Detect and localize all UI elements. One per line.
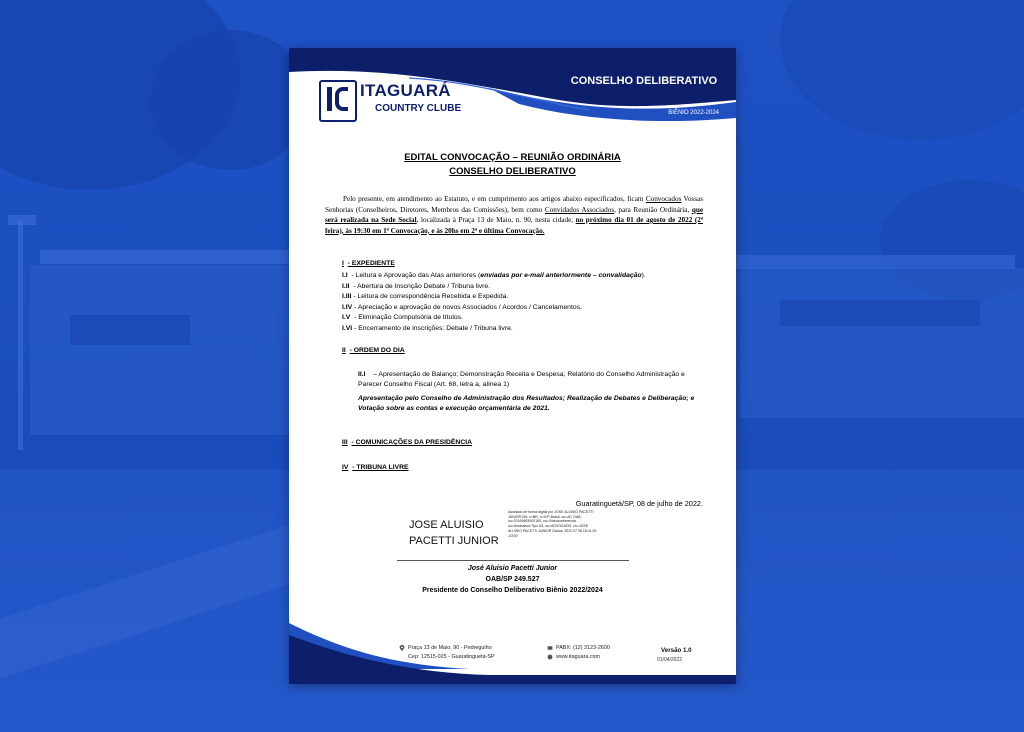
meeting-date-text: no próximo dia 01 de agosto de 2022 (2ª feira), às 19:30 em 1ª Convocação, e às 20hs em 2ª e última Convocação. (325, 216, 703, 235)
document-subtitle: CONSELHO DELIBERATIVO (449, 166, 576, 177)
signature-line (397, 560, 629, 561)
footer-address: Praça 13 de Maio, 90 - Pedregulho Cep: 12515-025 - Guaratinguetá-SP (399, 644, 495, 662)
list-item: I.III - Leitura de correspondência Recebida e Expedida. (342, 293, 509, 300)
location-pin-icon (399, 645, 405, 651)
list-item: I.V - Eliminação Compulsória de títulos. (342, 314, 463, 321)
section-tribuna-heading: IV - TRIBUNA LIVRE (342, 464, 409, 471)
ordem-do-dia-emphasis: Apresentação pelo Conselho de Administração dos Resultados; Realização de Debates e Deliberação; e Votação sobre as contas e execução orçamentária de 2021. (358, 395, 695, 413)
convocados-text: Convocados (645, 195, 682, 203)
list-item: I.I - Leitura e Aprovação das Atas anteriores (enviadas por e-mail anteriormente – convalidação). (342, 272, 646, 279)
footer-contact: PABX: (12) 3123-2600 www.itaguara.com (547, 644, 610, 662)
sede-text: que será realizada na Sede Social (325, 205, 704, 224)
document-version-date: 01/04/2022 (657, 657, 683, 663)
phone-icon (547, 645, 553, 651)
header-council-title: CONSELHO DELIBERATIVO (570, 75, 718, 87)
digital-signature-certificate: Assinado de forma digital por JOSE ALUISIO PACETTI JUNIOR DN: c=BR, o=ICP-Brasil, ou=AC OAB, ou=21169963000150, ou=Videoconferencia, ou=Assinatura Tipo A3, ou=ADVOGADO, cn=JOSE ALUISIO PACETTI JUNIOR Dados: 2022.07.08 18:41:29 -03'00' (508, 510, 597, 538)
brand-name: ITAGUARÁ (360, 81, 451, 100)
ordem-do-dia-item: II.I – Apresentação de Balanço; Demonstração Receita e Despesa; Relatório do Conselho Administração e Parecer Conselho Fiscal (Art. 68, letra a, alínea 1) (358, 371, 685, 389)
header-bienio: BIÊNIO 2022-2024 (668, 110, 719, 116)
section-expediente-heading: I - EXPEDIENTE (342, 260, 395, 267)
document-title: EDITAL CONVOCAÇÃO – REUNIÃO ORDINÁRIA (404, 152, 621, 163)
club-logo-icon (319, 80, 357, 122)
section-comunicacoes-heading: III - COMUNICAÇÕES DA PRESIDÊNCIA (342, 439, 473, 446)
signer-oab: OAB/SP 249.527 (485, 576, 540, 583)
list-item: I.II - Abertura de Inscrição Debate / Tribuna livre. (342, 282, 491, 290)
list-item: I.VI - Encerramento de inscrições: Debate / Tribuna livre. (342, 324, 513, 332)
document-page (289, 48, 736, 684)
intro-paragraph: Pelo presente, em atendimento ao Estatuto, e em cumprimento aos artigos abaixo especificados, ficam Convocados Vossas Senhorias (Conselheiros, Diretores, Membros das Comissões), bem como Convidados Associados, para Reunião Ordinária, que será realizada na Sede Social, localizada à Praça 13 de Maio, n. 90, nesta cidade, no próximo dia 01 de agosto de 2022 (2ª feira), às 19:30 em 1ª Convocação, e às 20hs em 2ª e última Convocação. (325, 195, 704, 235)
signer-role: Presidente do Conselho Deliberativo Biênio 2022/2024 (422, 587, 603, 594)
globe-icon (547, 654, 553, 660)
convidados-text: Convidados Associados (544, 205, 615, 214)
signer-name: José Aluísio Pacetti Junior (467, 565, 558, 572)
list-item: I.IV - Apreciação e aprovação de novos Associados / Acordos / Cancelamentos. (342, 303, 582, 311)
place-date: Guaratinguetá/SP, 08 de julho de 2022. (575, 499, 703, 508)
section-ordem-do-dia-heading: II - ORDEM DO DIA (342, 347, 405, 354)
document-version: Versão 1.0 (661, 647, 692, 654)
brand-subtitle: COUNTRY CLUBE (375, 103, 462, 114)
digital-signature-name: JOSE ALUISIO PACETTI JUNIOR (409, 519, 499, 547)
